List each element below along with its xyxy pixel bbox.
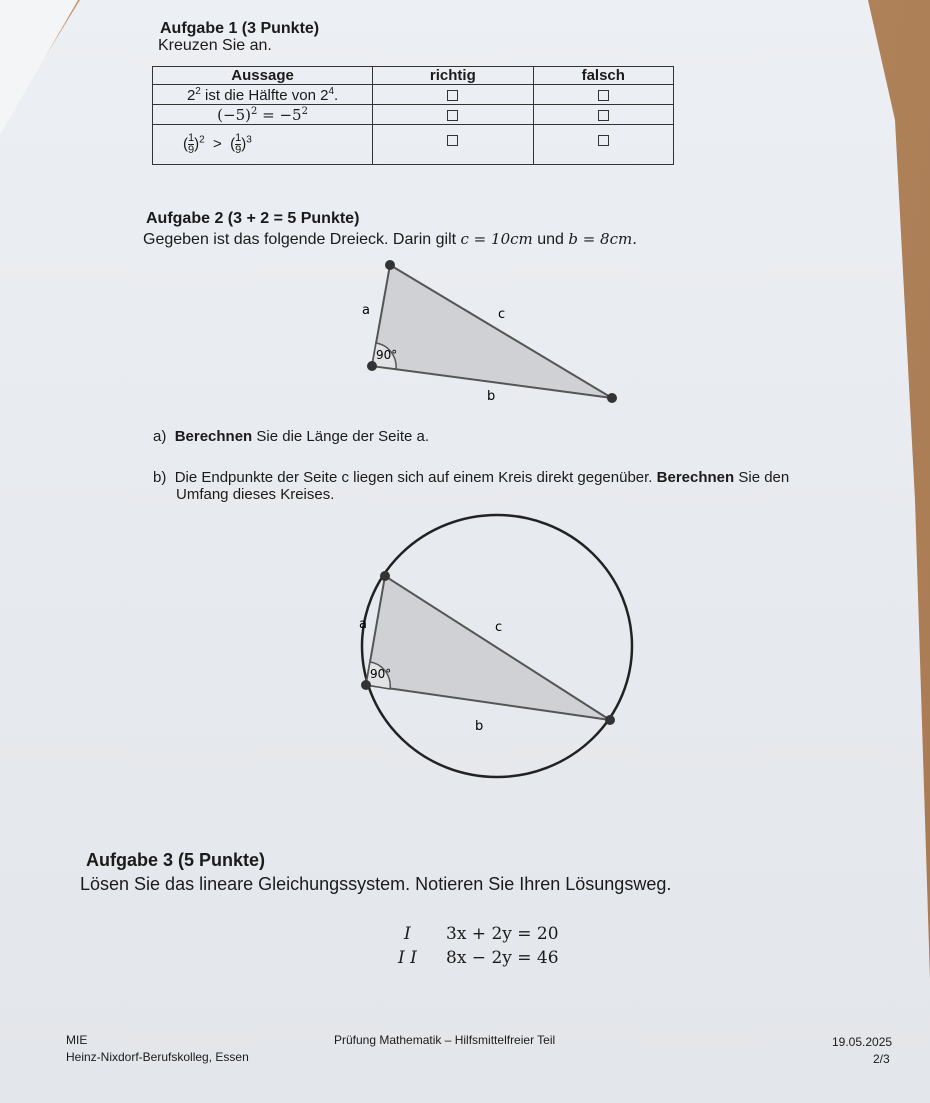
label-c: c <box>498 307 506 322</box>
given-and: und <box>537 231 564 248</box>
label-c: c <box>495 620 503 635</box>
eq2: 8x − 2y = 46 <box>446 948 559 968</box>
task3-title: Aufgabe 3 (5 Punkte) <box>86 850 266 870</box>
label-b: b <box>487 389 496 404</box>
part-b-text2: Sie den <box>738 469 790 486</box>
footer-school: Heinz-Nixdorf-Berufskolleg, Essen <box>66 1050 249 1064</box>
eq2-label: I I <box>398 948 417 968</box>
part-a-text: Sie die Länge der Seite a. <box>256 428 430 445</box>
eq1-label: I <box>404 924 411 944</box>
part-b-label: b) <box>153 469 167 486</box>
part-b-bold: Berechnen <box>656 469 735 486</box>
col-true-header: richtig <box>373 67 533 85</box>
footer-date: 19.05.2025 <box>832 1035 893 1049</box>
part-b-text3: Umfang dieses Kreises. <box>176 486 335 503</box>
given-c: c = 10cm <box>460 230 533 248</box>
part-b-text: Die Endpunkte der Seite c liegen sich auf einem Kreis direkt gegenüber. <box>174 469 653 486</box>
col-statement-header: Aussage <box>153 67 373 85</box>
circle-figure <box>359 515 632 777</box>
statement-3: ( $\frac{1}{9}$ )$^2$ > ( $\frac{1}{9}$ )$^3$ <box>153 125 373 165</box>
eq1: 3x + 2y = 20 <box>446 924 559 944</box>
vertex-right-angle <box>367 361 377 371</box>
footer-initials: MIE <box>66 1033 88 1047</box>
given-b: b = 8cm. <box>568 230 637 248</box>
part-a-bold: Berechnen <box>174 428 253 445</box>
label-b: b <box>475 719 484 734</box>
vertex-top <box>385 260 395 270</box>
vertex-right-angle <box>361 680 371 690</box>
label-a: a <box>362 303 370 318</box>
task1-title: Aufgabe 1 (3 Punkte) <box>160 20 320 37</box>
col-false-header: falsch <box>533 67 673 85</box>
vertex-right <box>607 393 617 403</box>
label-a: a <box>359 617 367 632</box>
vertex-top <box>380 571 390 581</box>
footer-exam-title: Prüfung Mathematik – Hilfsmittelfreier Teil <box>334 1033 556 1047</box>
vertex-right <box>605 715 615 725</box>
statement-1: $2^2$ ist die Hälfte von $2^4$. <box>153 85 373 105</box>
part-a-label: a) <box>153 428 167 445</box>
task2-part-b <box>153 469 863 486</box>
task2-title: Aufgabe 2 (3 + 2 = 5 Punkte) <box>146 210 360 227</box>
task1-instruction: Kreuzen Sie an. <box>158 37 272 54</box>
statement-2: $(-5)^2 = -5^2$ <box>153 105 373 125</box>
label-angle: 90° <box>370 667 392 681</box>
footer-page: 2/3 <box>873 1052 890 1066</box>
task2-given-text: Gegeben ist das folgende Dreieck. Darin gilt <box>143 231 457 248</box>
task3-instruction: Lösen Sie das lineare Gleichungssystem. Notieren Sie Ihren Lösungsweg. <box>80 874 672 894</box>
task2-part-a <box>153 428 429 445</box>
label-angle: 90° <box>376 348 398 362</box>
triangle-figure <box>362 260 617 404</box>
